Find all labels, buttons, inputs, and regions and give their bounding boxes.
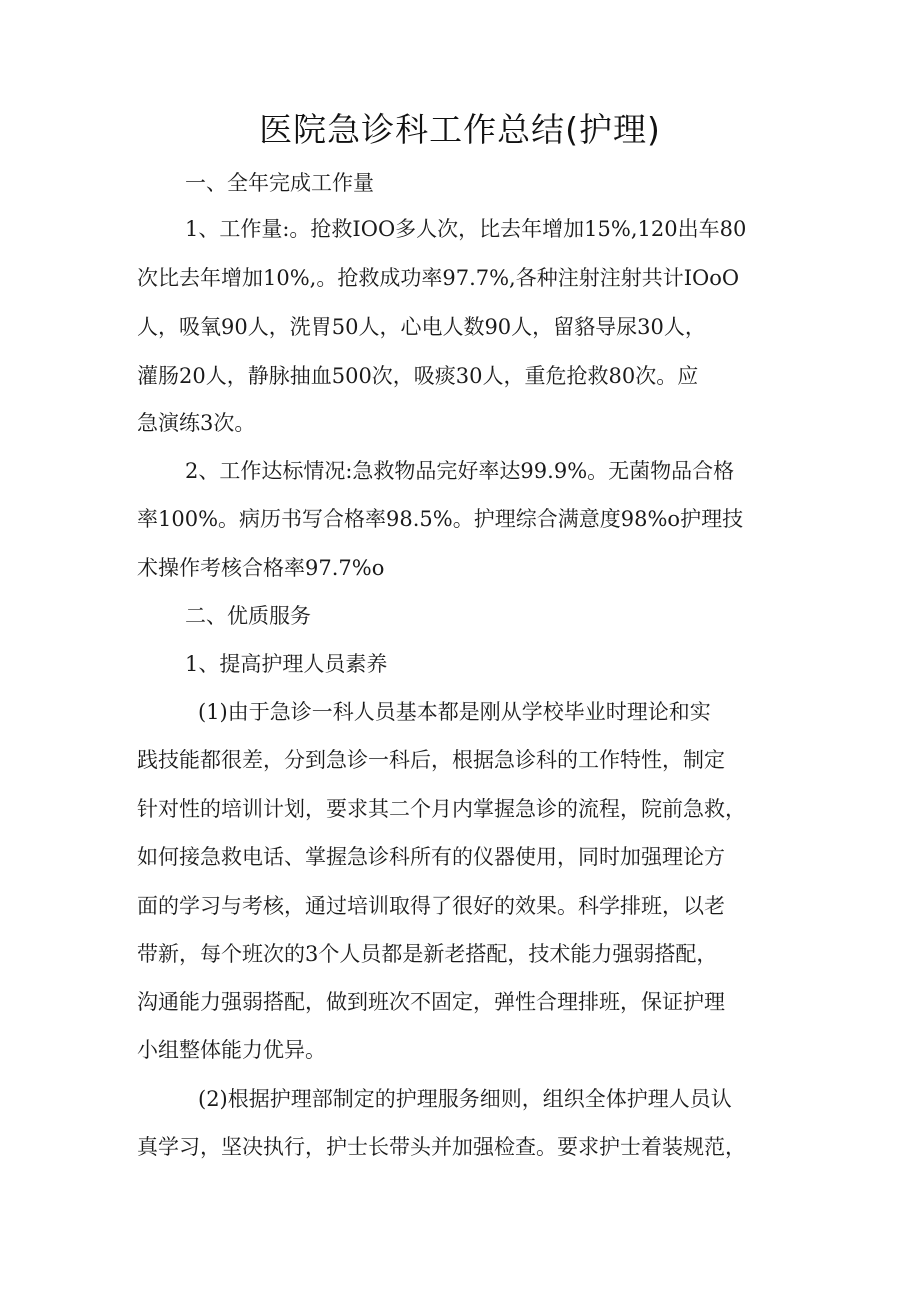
paragraph-line: 真学习，坚决执行，护士长带头并加强检查。要求护士着装规范， [137, 1135, 746, 1159]
paragraph-line: 2、工作达标情况:急救物品完好率达99.9%。无菌物品合格 [185, 459, 735, 483]
paragraph-line: 如何接急救电话、掌握急诊科所有的仪器使用，同时加强理论方 [137, 845, 725, 869]
paragraph-line: 面的学习与考核，通过培训取得了很好的效果。科学排班，以老 [137, 894, 725, 918]
section-heading: 二、优质服务 [185, 604, 311, 628]
document-title: 医院急诊科工作总结(护理) [259, 110, 661, 149]
paragraph-line: 带新，每个班次的3个人员都是新老搭配，技术能力强弱搭配， [137, 942, 718, 966]
paragraph-line: 沟通能力强弱搭配，做到班次不固定，弹性合理排班，保证护理 [137, 990, 725, 1014]
subsection-heading: 1、提高护理人员素养 [185, 652, 388, 676]
paragraph-line: 小组整体能力优异。 [137, 1038, 326, 1062]
paragraph-line: (2)根据护理部制定的护理服务细则，组织全体护理人员认 [198, 1087, 732, 1111]
section-heading: 一、全年完成工作量 [185, 171, 374, 195]
paragraph-line: (1)由于急诊一科人员基本都是刚从学校毕业时理论和实 [198, 700, 711, 724]
paragraph-line: 次比去年增加10%,。抢救成功率97.7%,各种注射注射共计IOoO [137, 266, 740, 290]
paragraph-line: 术操作考核合格率97.7%o [137, 556, 385, 580]
paragraph-line: 急演练3次。 [137, 411, 256, 435]
paragraph-line: 率100%。病历书写合格率98.5%。护理综合满意度98%o护理技 [137, 507, 744, 531]
paragraph-line: 人，吸氧90人，洗胃50人，心电人数90人，留貉导尿30人， [137, 315, 706, 339]
paragraph-line: 践技能都很差，分到急诊一科后，根据急诊科的工作特性，制定 [137, 748, 725, 772]
paragraph-line: 针对性的培训计划，要求其二个月内掌握急诊的流程，院前急救， [137, 797, 746, 821]
paragraph-line: 1、工作量:。抢救IOO多人次，比去年增加15%,120出车80 [185, 217, 747, 241]
paragraph-line: 灌肠20人，静脉抽血500次，吸痰30人，重危抢救80次。应 [137, 364, 699, 388]
